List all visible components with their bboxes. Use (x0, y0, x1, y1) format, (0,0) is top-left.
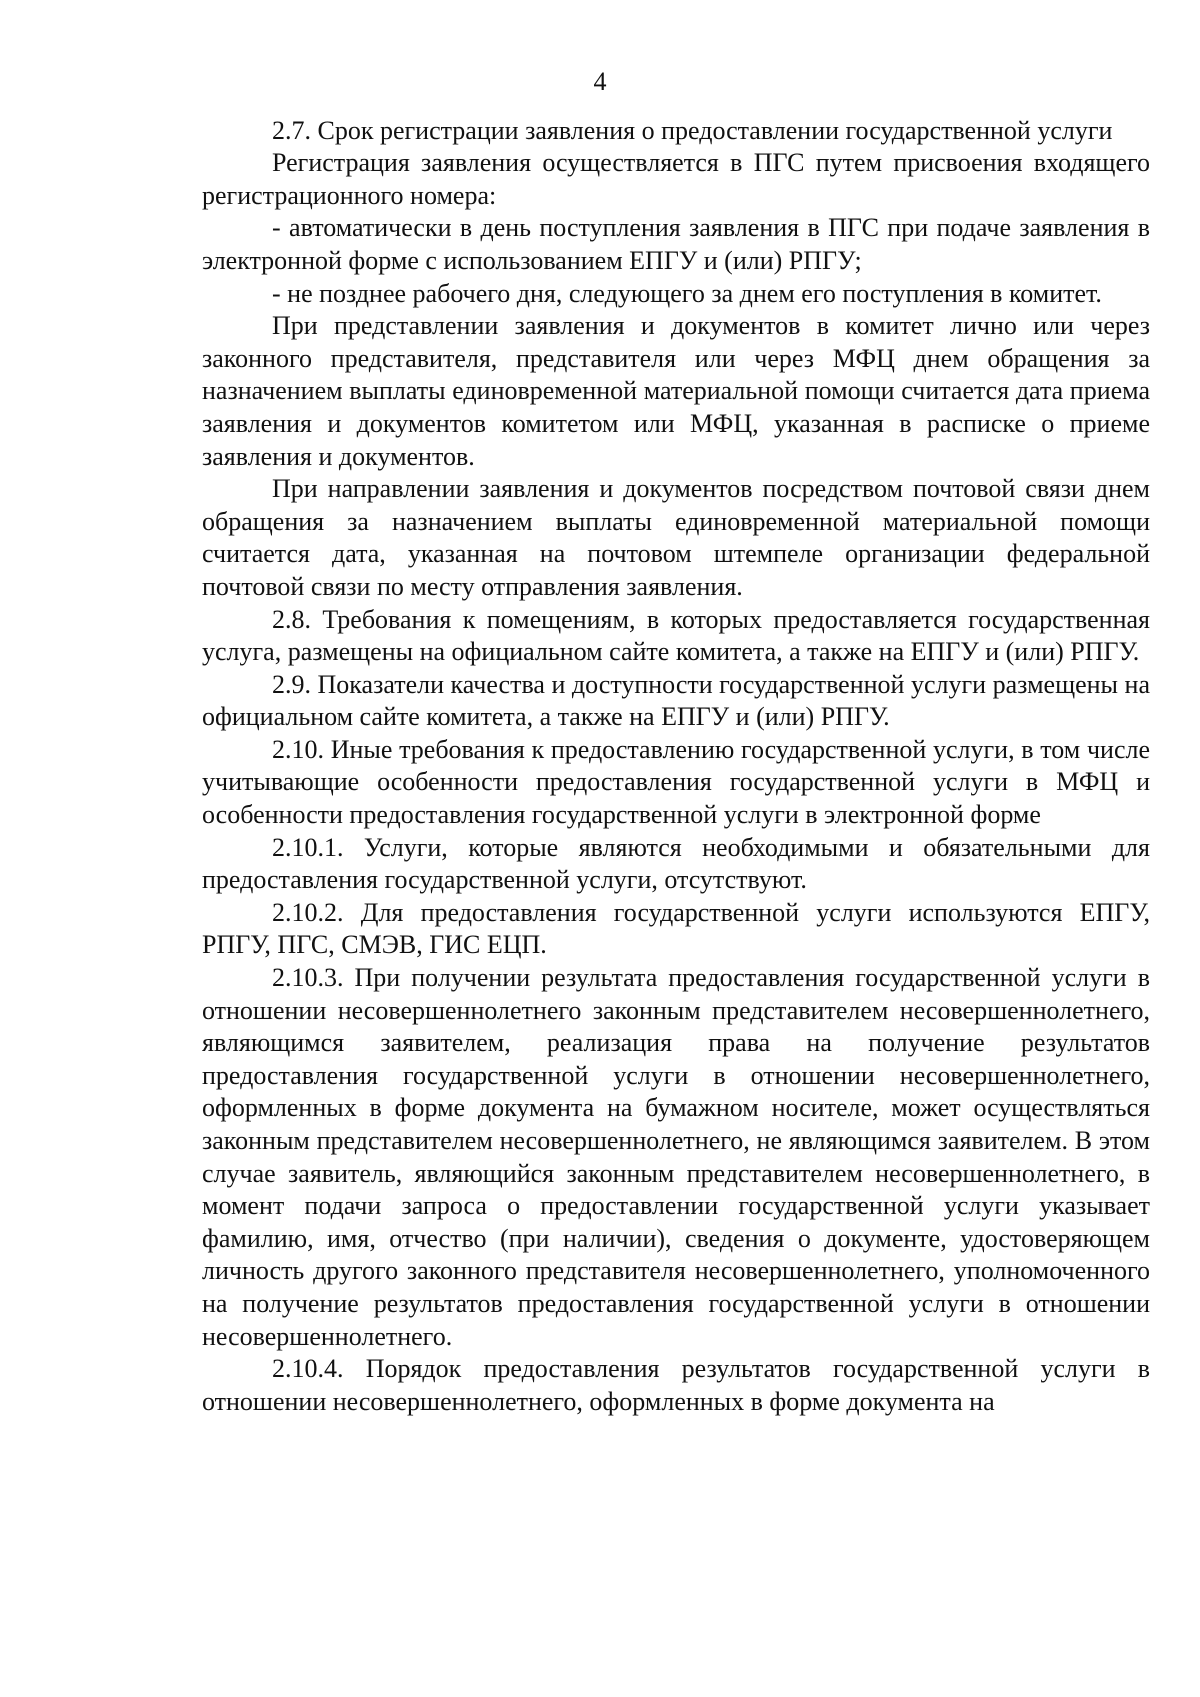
paragraph-postal-submission: При направлении заявления и документов посредством почтовой связи днем обращения за назначением выплаты единовременной материальной помощи считается дата, указанная на почтовом штемпеле организации федеральной почтовой связи по месту отправления заявления. (202, 474, 1150, 601)
paragraph-2-10-1: 2.10.1. Услуги, которые являются необходимыми и обязательными для предоставления государственной услуги, отсутствуют. (202, 832, 1150, 895)
paragraph-2-10: 2.10. Иные требования к предоставлению государственной услуги, в том числе учитывающие особенности предоставления государственной услуги в МФЦ и особенности предоставления государственной услуги в электронной форме (202, 734, 1150, 830)
page-number: 4 (593, 67, 607, 96)
document-body (202, 115, 1150, 1419)
paragraph-2-10-2: 2.10.2. Для предоставления государственной услуги используются ЕПГУ, РПГУ, ПГС, СМЭВ, ГИС ЕЦП. (202, 897, 1150, 960)
paragraph-registration: Регистрация заявления осуществляется в ПГС путем присвоения входящего регистрационного номера: (202, 148, 1150, 210)
paragraph-2-10-4: 2.10.4. Порядок предоставления результатов государственной услуги в отношении несовершеннолетнего, оформленных в форме документа на (202, 1354, 1150, 1416)
paragraph-2-9: 2.9. Показатели качества и доступности государственной услуги размещены на официальном сайте комитета, а также на ЕПГУ и (или) РПГУ. (202, 669, 1150, 732)
paragraph-2-7-heading: 2.7. Срок регистрации заявления о предоставлении государственной услуги (272, 115, 1113, 145)
paragraph-2-10-3: 2.10.3. При получении результата предоставления государственной услуги в отношении несовершеннолетнего законным представителем несовершеннолетнего, являющимся заявителем, реализация права на получение результатов предоставления государственной услуги в отношении несовершеннолетнего, оформленных в форме документа на бумажном носителе, может осуществляться законным представителем несовершеннолетнего, не являющимся заявителем. В этом случае заявитель, являющийся законным представителем несовершеннолетнего, в момент подачи запроса о предоставлении государственной услуги указывает фамилию, имя, отчество (при наличии), сведения о документе, удостоверяющем личность другого законного представителя несовершеннолетнего, уполномоченного на получение результатов предоставления государственной услуги в отношении несовершеннолетнего. (202, 963, 1150, 1351)
paragraph-2-8: 2.8. Требования к помещениям, в которых предоставляется государственная услуга, размещены на официальном сайте комитета, а также на ЕПГУ и (или) РПГУ. (202, 604, 1150, 667)
paragraph-personal-submission: При представлении заявления и документов в комитет лично или через законного представителя, представителя или через МФЦ днем обращения за назначением выплаты единовременной материальной помощи считается дата приема заявления и документов комитетом или МФЦ, указанная в расписке о приеме заявления и документов. (202, 311, 1150, 471)
paragraph-list-item-workday: - не позднее рабочего дня, следующего за днем его поступления в комитет. (272, 278, 1102, 308)
paragraph-list-item-auto: - автоматически в день поступления заявления в ПГС при подаче заявления в электронной форме с использованием ЕПГУ и (или) РПГУ; (202, 213, 1150, 275)
